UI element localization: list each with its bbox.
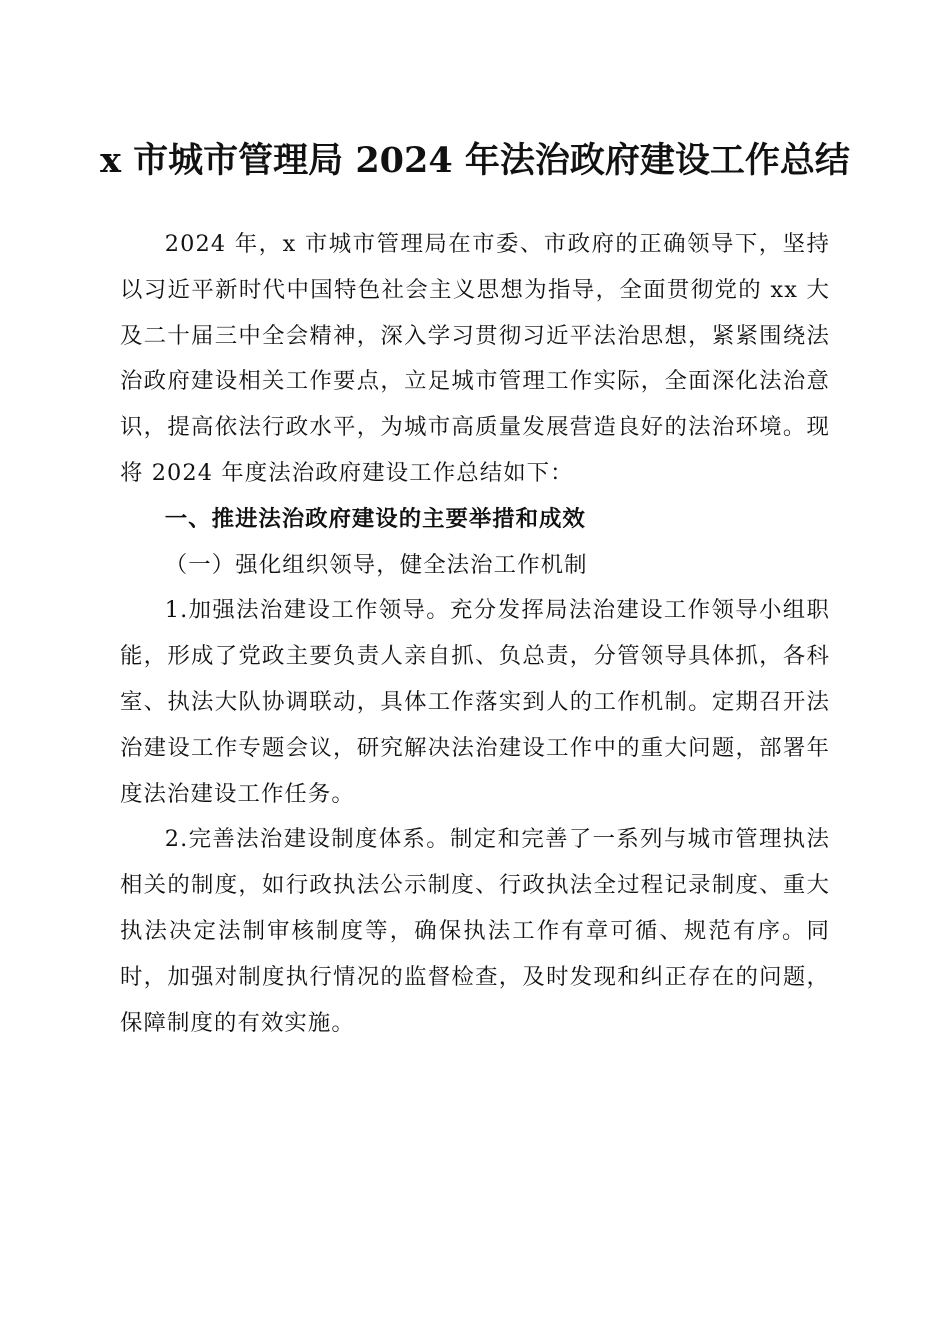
intro-paragraph: 2024 年，x 市城市管理局在市委、市政府的正确领导下，坚持以习近平新时代中国特色社会主义思想为指导，全面贯彻党的 xx 大及二十届三中全会精神，深入学习贯彻习近平法治思想，紧紧围绕法治政府建设相关工作要点，立足城市管理工作实际，全面深化法治意识，提高依法行政水平，为城市高质量发展营造良好的法治环境。现将 2024 年度法治政府建设工作总结如下：: [120, 231, 830, 486]
document-title: x 市城市管理局 2024 年法治政府建设工作总结: [100, 140, 850, 181]
section-heading-1: 一、推进法治政府建设的主要举措和成效: [164, 505, 586, 532]
item-paragraph-2: 2.完善法治建设制度体系。制定和完善了一系列与城市管理执法相关的制度，如行政执法公示制度、行政执法全过程记录制度、重大执法决定法制审核制度等，确保执法工作有章可循、规范有序。同时，加强对制度执行情况的监督检查，及时发现和纠正存在的问题，保障制度的有效实施。: [120, 826, 830, 1036]
subsection-heading-1: （一）强化组织领导，健全法治工作机制: [164, 551, 588, 578]
document-body: [120, 222, 830, 1046]
item-paragraph-1: 1.加强法治建设工作领导。充分发挥局法治建设工作领导小组职能，形成了党政主要负责人亲自抓、负总责，分管领导具体抓，各科室、执法大队协调联动，具体工作落实到人的工作机制。定期召开法治建设工作专题会议，研究解决法治建设工作中的重大问题，部署年度法治建设工作任务。: [120, 597, 830, 807]
